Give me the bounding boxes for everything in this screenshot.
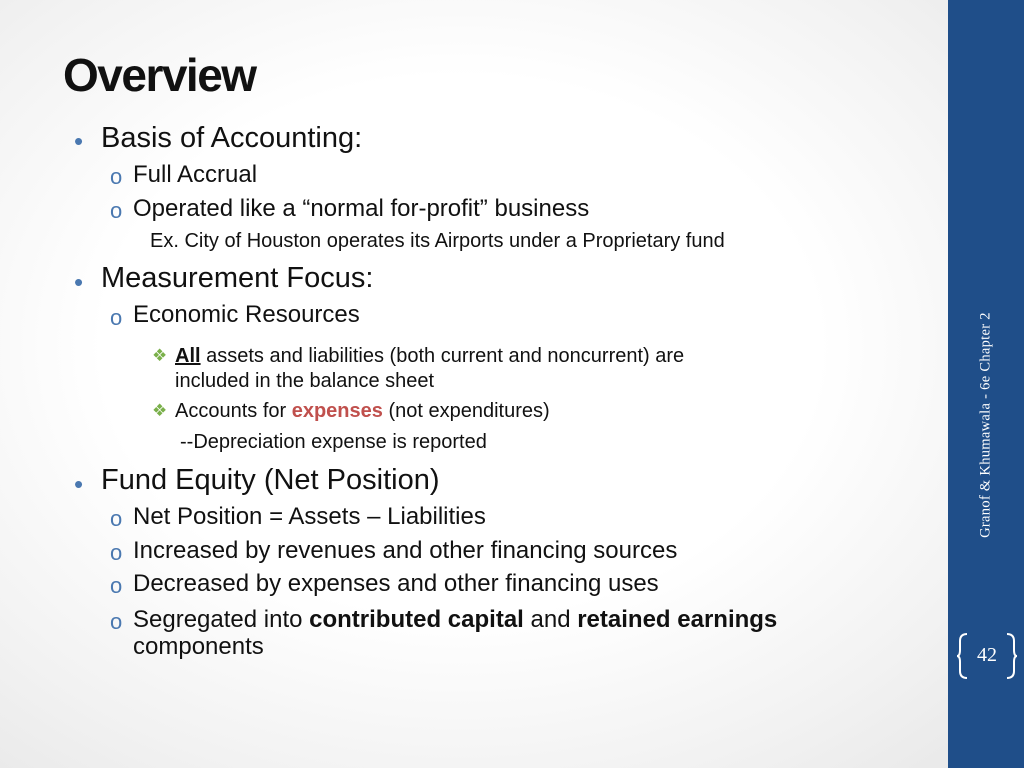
item-decreased: Decreased by expenses and other financing uses — [133, 570, 659, 597]
bullet-dot-icon: • — [74, 267, 84, 297]
page-number-box — [957, 631, 1017, 681]
item-all-assets-cont: included in the balance sheet — [175, 370, 435, 392]
bullet-circle-icon: o — [110, 198, 123, 223]
item-full-accrual: Full Accrual — [133, 161, 258, 188]
bullet-circle-icon: o — [110, 540, 123, 565]
contributed-capital-emphasis: contributed capital — [309, 606, 524, 633]
item-increased: Increased by revenues and other financing sources — [133, 537, 678, 564]
slide-title: Overview — [63, 49, 256, 101]
retained-earnings-emphasis: retained earnings — [577, 606, 778, 633]
bullet-circle-icon: o — [110, 305, 123, 330]
accounts-post-text: (not expenditures) — [382, 400, 550, 422]
bullet-diamond-icon: ❖ — [152, 346, 168, 365]
all-rest-text: assets and liabilities (both current and noncurrent) are — [200, 345, 685, 367]
all-emphasis: All — [175, 345, 201, 367]
item-accounts-for — [175, 400, 550, 423]
item-operated: Operated like a “normal for-profit” business — [133, 195, 590, 222]
bullet-circle-icon: o — [110, 506, 123, 531]
item-segregated-cont: components — [133, 633, 264, 660]
segregated-pre-text: Segregated into — [133, 606, 310, 633]
bullet-dot-icon: • — [74, 469, 84, 499]
heading-measurement: Measurement Focus: — [101, 262, 374, 294]
item-economic: Economic Resources — [133, 301, 360, 328]
bullet-circle-icon: o — [110, 164, 123, 189]
item-all-assets — [175, 345, 684, 368]
bullet-circle-icon: o — [110, 609, 123, 634]
footer-text: Granof & Khumawala - 6e Chapter 2 — [977, 312, 994, 538]
heading-fund-equity: Fund Equity (Net Position) — [101, 464, 440, 496]
accounts-pre-text: Accounts for — [175, 400, 292, 422]
item-net-position: Net Position = Assets – Liabilities — [133, 503, 486, 530]
heading-basis: Basis of Accounting: — [101, 122, 363, 154]
expenses-emphasis: expenses — [291, 400, 383, 422]
bullet-circle-icon: o — [110, 573, 123, 598]
item-example: Ex. City of Houston operates its Airports under a Proprietary fund — [150, 230, 725, 252]
bullet-diamond-icon: ❖ — [152, 401, 168, 420]
and-text: and — [523, 606, 578, 633]
page-number: 42 — [977, 644, 997, 666]
item-segregated — [133, 606, 777, 634]
item-depreciation: --Depreciation expense is reported — [180, 431, 487, 453]
bullet-dot-icon: • — [74, 126, 84, 156]
